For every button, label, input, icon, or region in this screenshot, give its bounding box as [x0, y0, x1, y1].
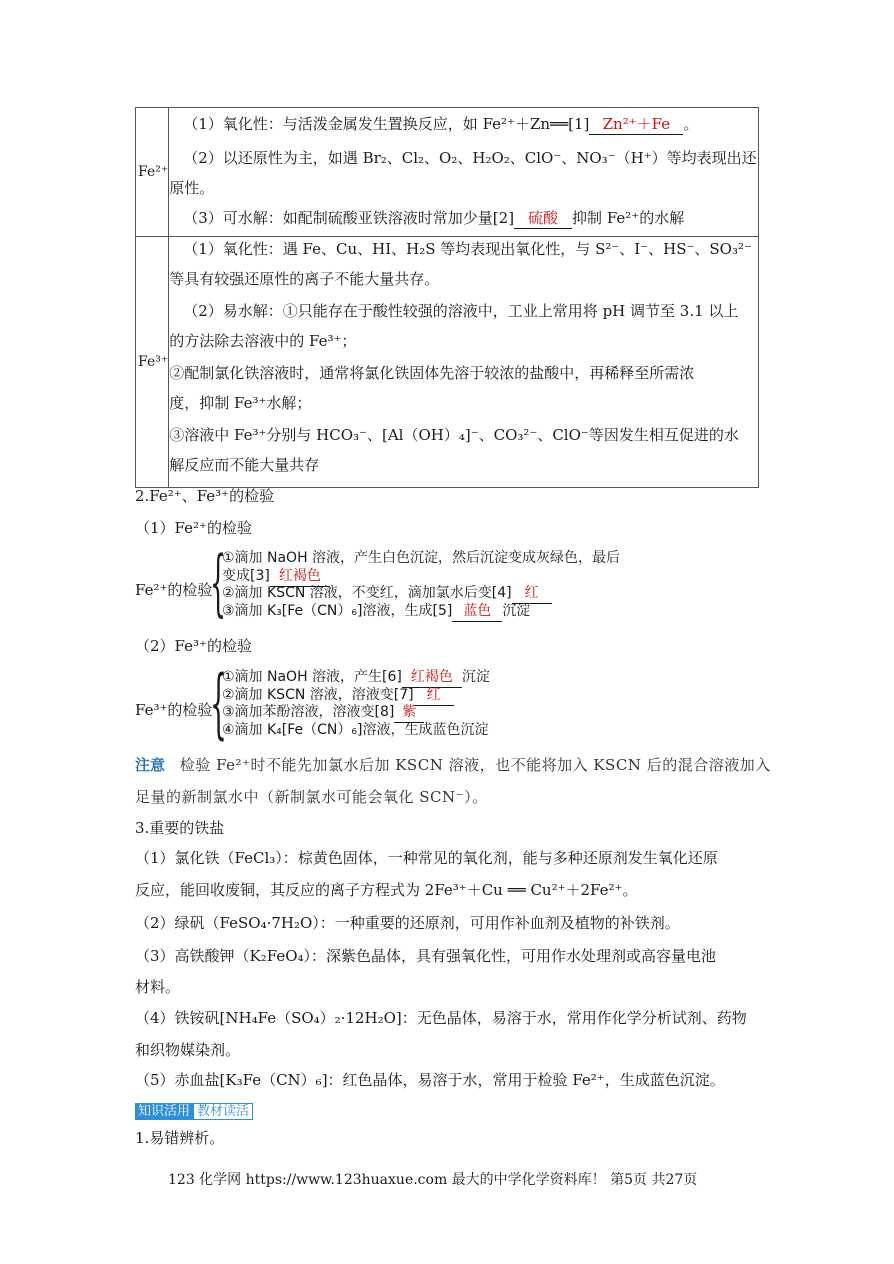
badge-textbook: 教材读活 — [193, 1103, 253, 1120]
fe3-line8: 解反应而不能大量共存 — [169, 456, 320, 474]
fe2-label: Fe²⁺ — [138, 164, 169, 180]
answer-3: 红褐色 — [270, 566, 330, 587]
ion-properties-table — [135, 107, 759, 488]
salt-3a: （3）高铁酸钾（K₂FeO₄）：深紫色晶体，具有强氧化性，可用作水处理剂或高容量电池 — [135, 947, 717, 965]
fe2-test-3-end: 沉淀 — [502, 603, 531, 619]
page-footer: 123 化学网 https://www.123huaxue.com 最大的中学化学资料库！ 第5页 共27页 — [168, 1172, 698, 1188]
fe3-label-cell — [136, 237, 169, 488]
answer-5: 蓝色 — [452, 601, 502, 622]
fe2-test-label: Fe²⁺的检验 — [135, 581, 213, 599]
answer-2: 硫酸 — [514, 208, 572, 229]
fe3-line5: ②配制氯化铁溶液时，通常将氯化铁固体先溶于较浓的盐酸中，再稀释至所需浓 — [169, 364, 695, 382]
answer-num-1: [1] — [568, 115, 590, 133]
salt-3b: 材料。 — [135, 978, 181, 996]
fe3-line1: （1）氧化性：遇 Fe、Cu、HI、H₂S 等均表现出氧化性，与 S²⁻、I⁻、HS⁻、SO₃²⁻ — [183, 240, 752, 258]
fe2-row2a: （2）以还原性为主，如遇 Br₂、Cl₂、O₂、H₂O₂、ClO⁻、NO₃⁻（H⁺）等均表现出还 — [183, 149, 757, 167]
fe3-test-1-text: ①滴加 NaOH 溶液，产生[6] — [222, 669, 402, 685]
salt-4a: （4）铁铵矾[NH₄Fe（SO₄）₂·12H₂O]：无色晶体，易溶于水，常用作化学分析试剂、药物 — [135, 1009, 747, 1027]
section2-title: 2.Fe²⁺、Fe³⁺的检验 — [135, 487, 275, 505]
salt-2: （2）绿矾（FeSO₄·7H₂O）：一种重要的还原剂，可用作补血剂及植物的补铁剂。 — [135, 914, 680, 932]
fe2-r1-end: 。 — [683, 115, 699, 133]
fe2-test-3 — [222, 601, 530, 622]
brace-icon-2: { — [210, 658, 227, 747]
fe3-test-label: Fe³⁺的检验 — [135, 701, 213, 719]
fe3-test-2-text: ②滴加 KSCN 溶液，溶液变[7] — [222, 687, 414, 703]
fe3-test-1-end: 沉淀 — [461, 669, 490, 685]
fe2-row2b: 原性。 — [169, 179, 215, 197]
fe2-label-cell — [136, 108, 169, 237]
fe2-r1-text: （1）氧化性：与活泼金属发生置换反应，如 Fe²⁺＋Zn — [183, 115, 551, 133]
fe2-content-cell — [169, 108, 759, 237]
fe3-line4: 的方法除去溶液中的 Fe³⁺； — [169, 332, 357, 350]
fe3-test-4: ④滴加 K₄[Fe（CN）₆]溶液，生成蓝色沉淀 — [222, 722, 489, 738]
fe3-line3: （2）易水解：①只能存在于酸性较强的溶液中，工业上常用将 pH 调节至 3.1 以上 — [183, 302, 739, 320]
fe3-line2: 等具有较强还原性的离子不能大量共存。 — [169, 270, 440, 288]
fe3-test-heading: （2）Fe³⁺的检验 — [135, 637, 252, 655]
answer-7: 红 — [414, 685, 454, 706]
fe3-line6: 度，抑制 Fe³⁺水解； — [169, 394, 312, 412]
fe2-r3-text: （3）可水解：如配制硫酸亚铁溶液时常加少量 — [183, 209, 493, 227]
badge-knowledge: 知识活用 — [135, 1103, 193, 1120]
salt-1a: （1）氯化铁（FeCl₃）：棕黄色固体，一种常见的氧化剂，能与多种还原剂发生氧化还原 — [135, 849, 718, 867]
fe3-line7: ③溶液中 Fe³⁺分别与 HCO₃⁻、[Al（OH）₄]⁻、CO₃²⁻、ClO⁻等因发生相互促进的水 — [169, 426, 739, 444]
note-block — [135, 755, 771, 775]
answer-8: 紫 — [394, 702, 424, 723]
answer-6: 红褐色 — [402, 667, 462, 688]
badge-group — [135, 1100, 253, 1122]
fe2-test-2-text: ②滴加 KSCN 溶液，不变红，滴加氯水后变[4] — [222, 585, 512, 601]
note-text-2: 足量的新制氯水中（新制氯水可能会氧化 SCN⁻）。 — [135, 788, 488, 806]
fe2-test-heading: （1）Fe²⁺的检验 — [135, 519, 252, 537]
fe2-test-1b-text: 变成[3] — [222, 568, 270, 584]
salt-1b: 反应，能回收废铜，其反应的离子方程式为 2Fe³⁺＋Cu ══ Cu²⁺＋2Fe²⁺。 — [135, 881, 638, 899]
fe3-test-3-text: ③滴加苯酚溶液，溶液变[8] — [222, 704, 395, 720]
fe2-test-3-text: ③滴加 K₃[Fe（CN）₆]溶液，生成[5] — [222, 603, 453, 619]
fe2-test-1a: ①滴加 NaOH 溶液，产生白色沉淀，然后沉淀变成灰绿色，最后 — [222, 550, 621, 566]
item-1-heading: 1.易错辨析。 — [135, 1129, 225, 1147]
note-text-1: 检验 Fe²⁺时不能先加氯水后加 KSCN 溶液，也不能将加入 KSCN 后的混合溶液加入 — [179, 756, 771, 774]
section3-title: 3.重要的铁盐 — [135, 819, 225, 837]
salt-4b: 和织物媒染剂。 — [135, 1041, 241, 1059]
fe2-row1 — [183, 114, 698, 135]
fe2-r3-end: 抑制 Fe²⁺的水解 — [572, 209, 685, 227]
fe2-row3 — [183, 208, 684, 229]
fe2-r1-eq: ══ — [550, 115, 569, 133]
answer-1: Zn²⁺＋Fe — [589, 114, 683, 135]
answer-num-2: [2] — [492, 209, 515, 227]
fe3-content-cell — [169, 237, 759, 488]
brace-icon: { — [210, 540, 227, 624]
fe3-label: Fe³⁺ — [138, 354, 169, 370]
note-label: 注意 — [135, 756, 166, 774]
answer-4: 红 — [512, 583, 552, 604]
salt-5: （5）赤血盐[K₃Fe（CN）₆]：红色晶体，易溶于水，常用于检验 Fe²⁺，生成蓝色沉淀。 — [135, 1071, 725, 1089]
